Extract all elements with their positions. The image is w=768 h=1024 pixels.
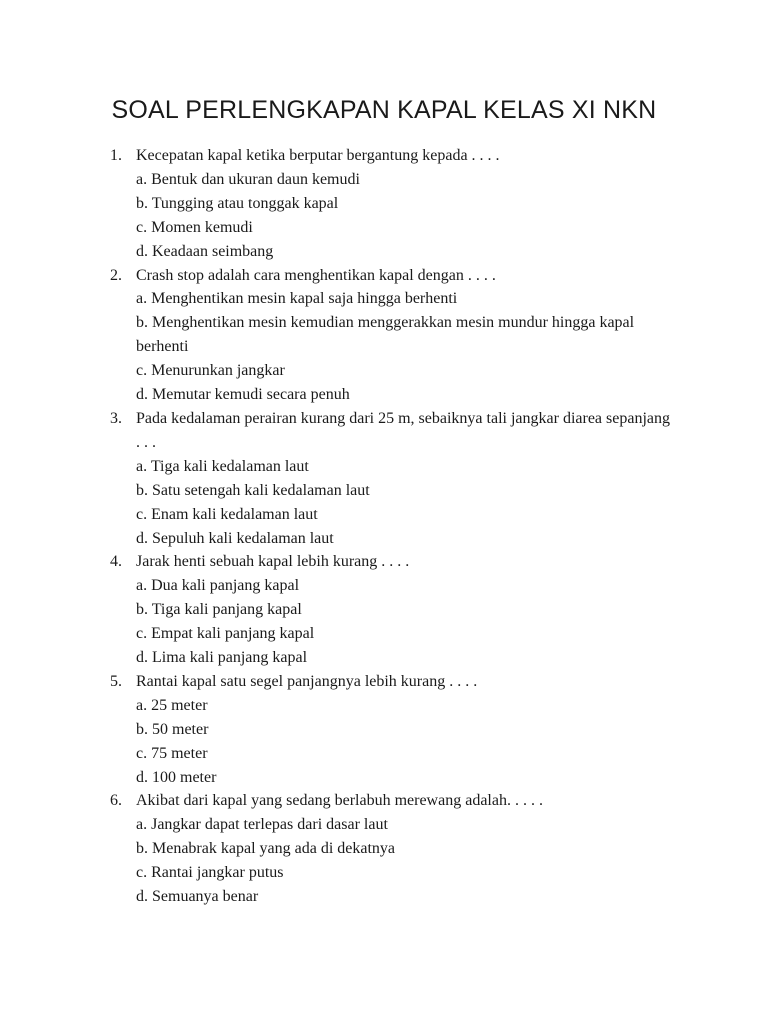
question-number: 1.	[110, 147, 122, 164]
question-text: Kecepatan kapal ketika berputar bergantung kepada . . . .	[136, 147, 500, 164]
answer-option: d. Memutar kemudi secara penuh	[136, 386, 350, 404]
answer-option: c. Enam kali kedalaman laut	[136, 505, 318, 523]
answer-option: a. Bentuk dan ukuran daun kemudi	[136, 170, 360, 188]
question-list	[110, 144, 670, 909]
answer-option: d. Semuanya benar	[136, 888, 259, 906]
answer-option: c. Empat kali panjang kapal	[136, 625, 315, 643]
answer-option: d. Lima kali panjang kapal	[136, 649, 308, 667]
question-number: 2.	[110, 266, 122, 284]
question-item	[110, 789, 670, 909]
question-item	[110, 407, 670, 550]
answer-option: c. Momen kemudi	[136, 218, 253, 236]
answer-option: b. Satu setengah kali kedalaman laut	[136, 481, 370, 499]
question-number: 4.	[110, 553, 122, 571]
answer-option: c. Menurunkan jangkar	[136, 362, 285, 380]
answer-option: b. Menabrak kapal yang ada di dekatnya	[136, 840, 396, 858]
question-text: Jarak henti sebuah kapal lebih kurang . . . .	[136, 553, 410, 571]
answer-option: b. Tiga kali panjang kapal	[136, 601, 302, 619]
answer-option: a. Menghentikan mesin kapal saja hingga berhenti	[136, 290, 458, 308]
question-text: Rantai kapal satu segel panjangnya lebih kurang . . . .	[136, 672, 478, 690]
answer-option: d. Sepuluh kali kedalaman laut	[136, 529, 334, 547]
answer-option: b. Menghentikan mesin kemudian menggerakkan mesin mundur hingga kapal berhenti	[136, 314, 635, 356]
question-item	[110, 264, 670, 407]
answer-option: d. 100 meter	[136, 768, 217, 786]
question-text: Akibat dari kapal yang sedang berlabuh merewang adalah. . . . .	[136, 792, 543, 810]
answer-option: a. Jangkar dapat terlepas dari dasar laut	[136, 816, 388, 834]
question-text: Pada kedalaman perairan kurang dari 25 m, sebaiknya tali jangkar diarea sepanjang . . .	[136, 409, 670, 451]
answer-option: b. 50 meter	[136, 720, 209, 738]
question-item	[110, 550, 670, 670]
question-item	[110, 144, 670, 264]
page-title: SOAL PERLENGKAPAN KAPAL KELAS XI NKN	[111, 96, 657, 124]
answer-option: a. Dua kali panjang kapal	[136, 577, 300, 595]
question-text: Crash stop adalah cara menghentikan kapal dengan . . . .	[136, 266, 496, 284]
answer-option: a. Tiga kali kedalaman laut	[136, 457, 309, 475]
answer-option: c. 75 meter	[136, 744, 208, 762]
answer-option: d. Keadaan seimbang	[136, 242, 274, 260]
answer-option: b. Tungging atau tonggak kapal	[136, 194, 339, 212]
question-number: 3.	[110, 409, 122, 427]
answer-option: a. 25 meter	[136, 696, 208, 714]
question-number: 6.	[110, 792, 122, 810]
question-item	[110, 670, 670, 790]
question-number: 5.	[110, 672, 122, 690]
answer-option: c. Rantai jangkar putus	[136, 864, 284, 882]
